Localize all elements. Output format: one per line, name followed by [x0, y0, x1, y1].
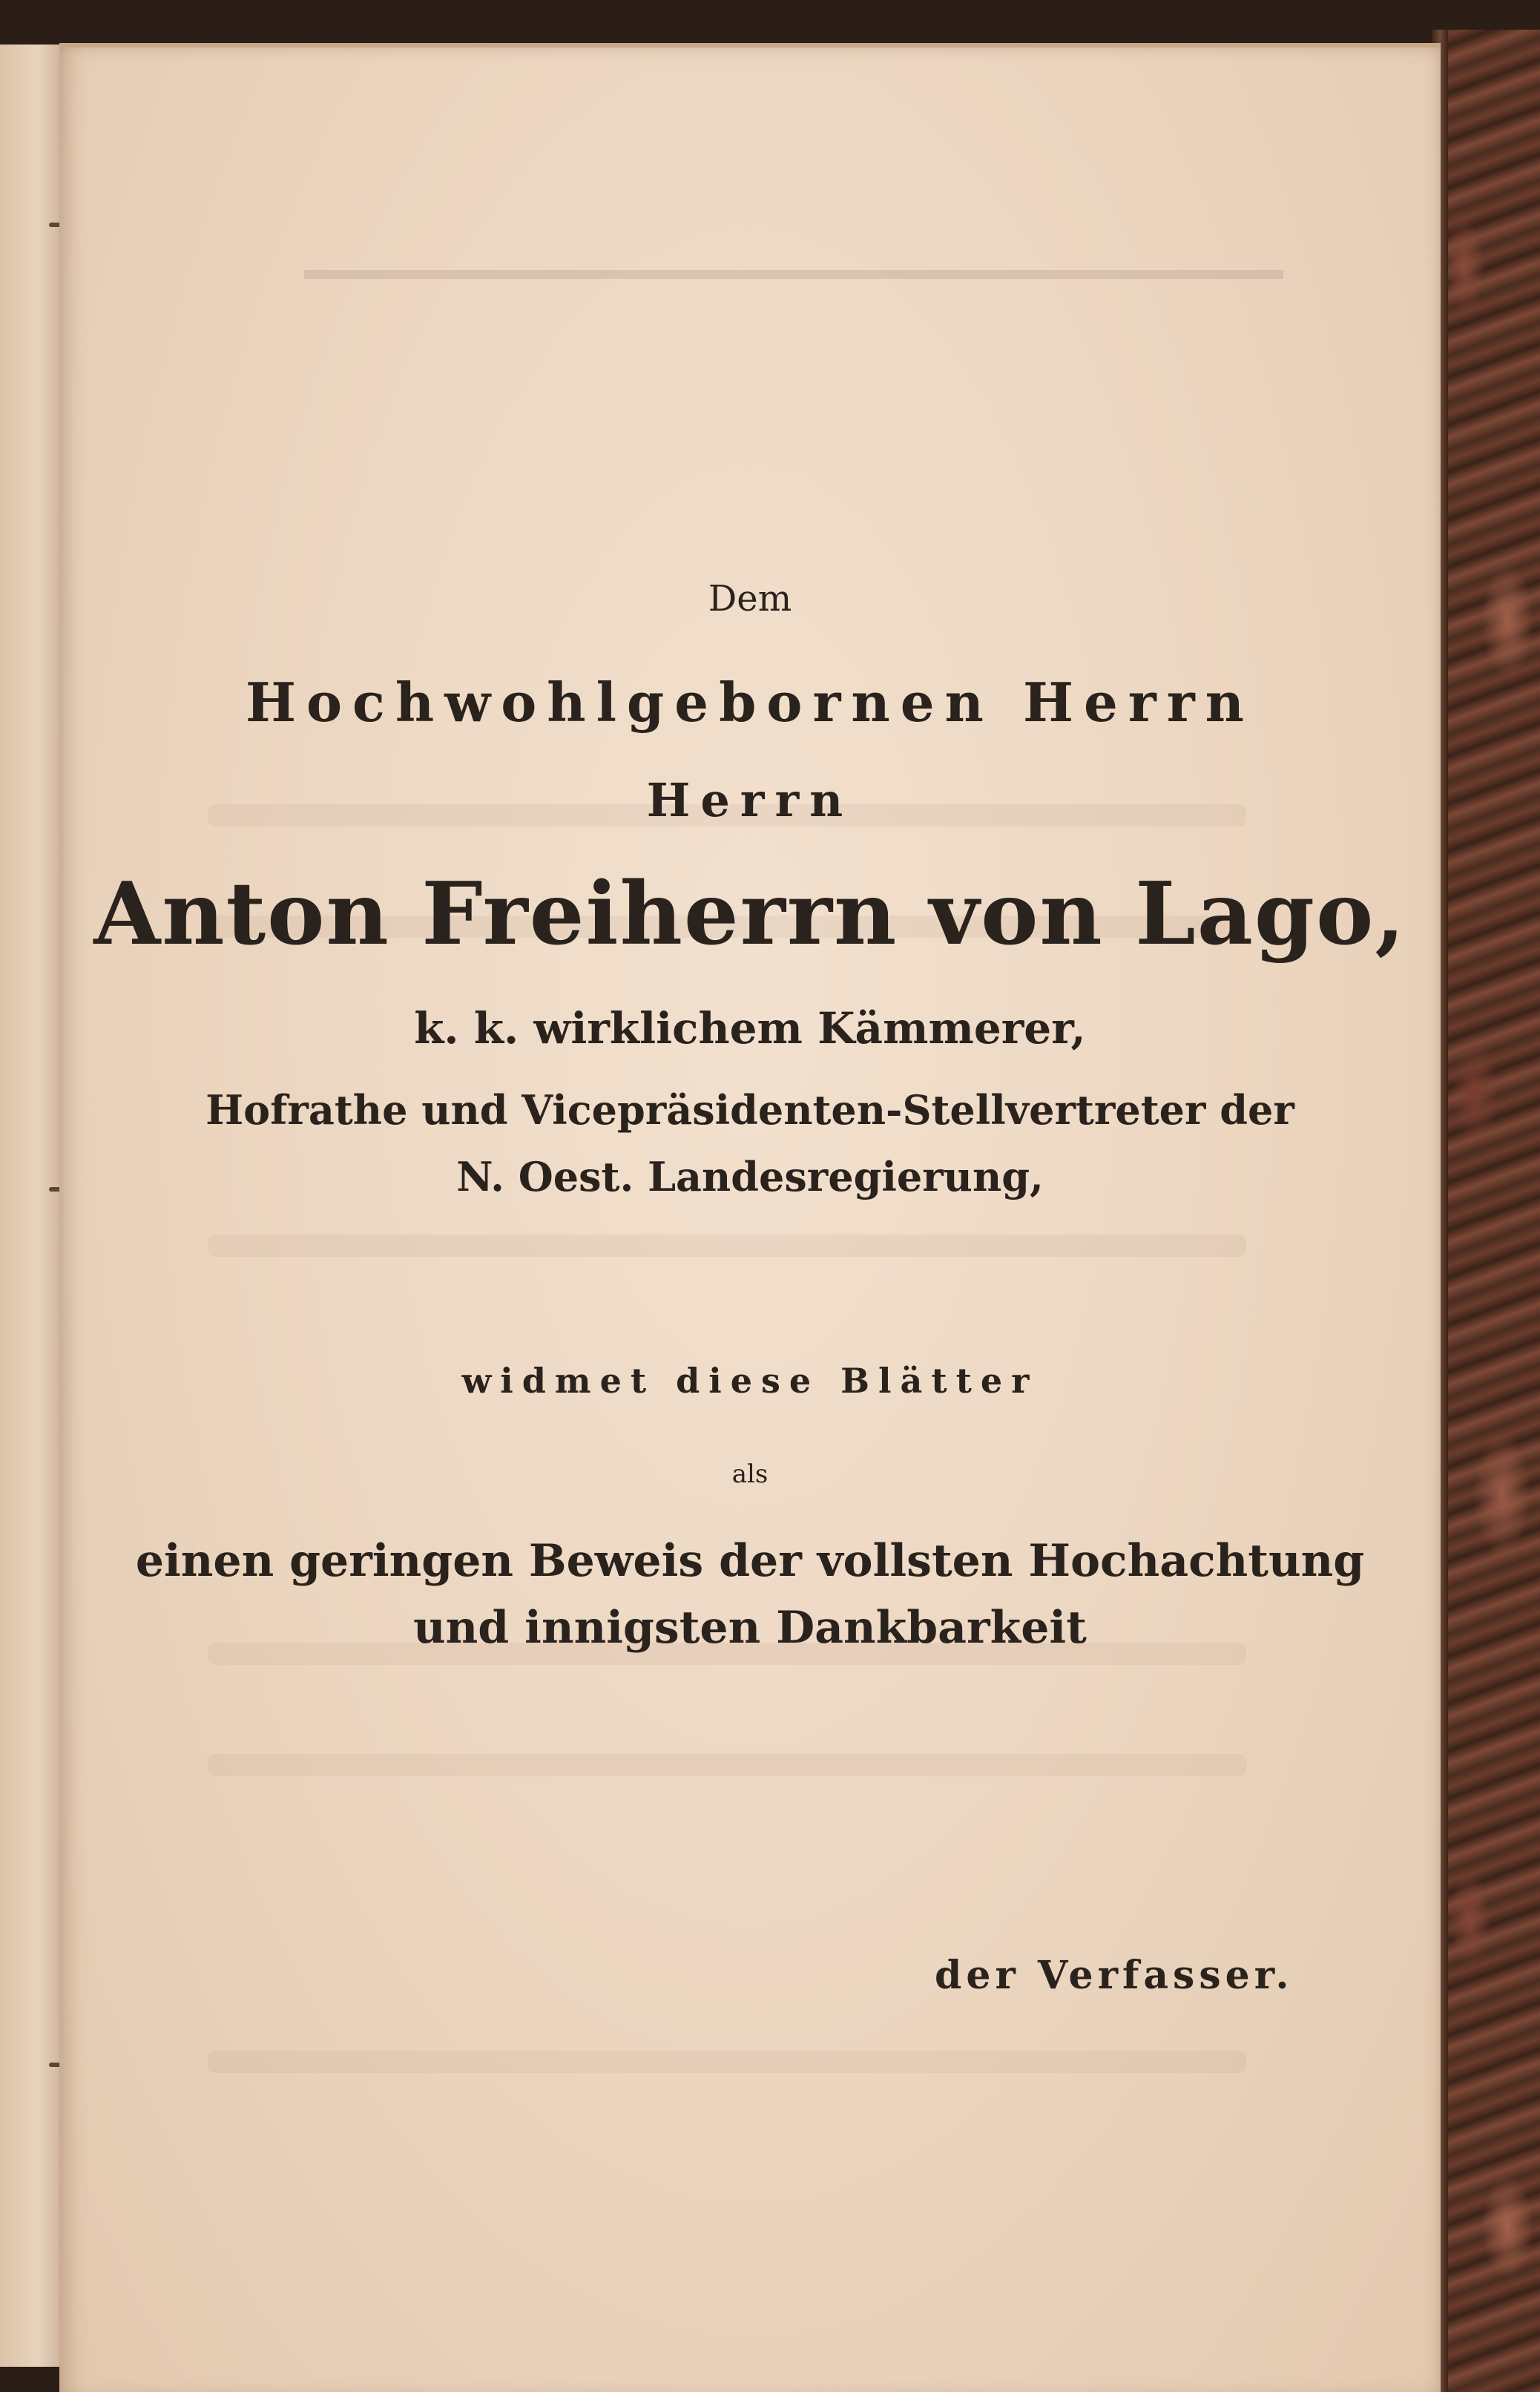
dedication-beweis-1: einen geringen Beweis der vollsten Hochachtung — [135, 1535, 1365, 1587]
facing-page-edge — [0, 45, 65, 2367]
show-through-line — [208, 2051, 1246, 2073]
author-signature: der Verfasser. — [935, 1953, 1294, 1998]
dedication-hochwohlgebornen: Hochwohlgebornen Herrn — [245, 671, 1254, 734]
dedication-beweis-2: und innigsten Dankbarkeit — [413, 1602, 1087, 1654]
dedication-dem: Dem — [708, 578, 792, 620]
dedicatee-title-1: k. k. wirklichem Kämmerer, — [414, 1003, 1086, 1054]
dedication-als: als — [731, 1459, 769, 1489]
dedicatee-title-3: N. Oest. Landesregierung, — [456, 1153, 1044, 1200]
dedication-herrn: Herrn — [646, 773, 854, 827]
dedicatee-title-2: Hofrathe und Vicepräsidenten-Stellvertreter der — [205, 1086, 1294, 1134]
dedication-widmet: widmet diese Blätter — [461, 1361, 1039, 1401]
dedicatee-name: Anton Freiherrn von Lago, — [93, 864, 1406, 965]
dedication-page — [59, 43, 1441, 2392]
show-through-rule — [304, 270, 1283, 279]
show-through-line — [208, 1235, 1246, 1257]
show-through-line — [208, 1754, 1246, 1776]
